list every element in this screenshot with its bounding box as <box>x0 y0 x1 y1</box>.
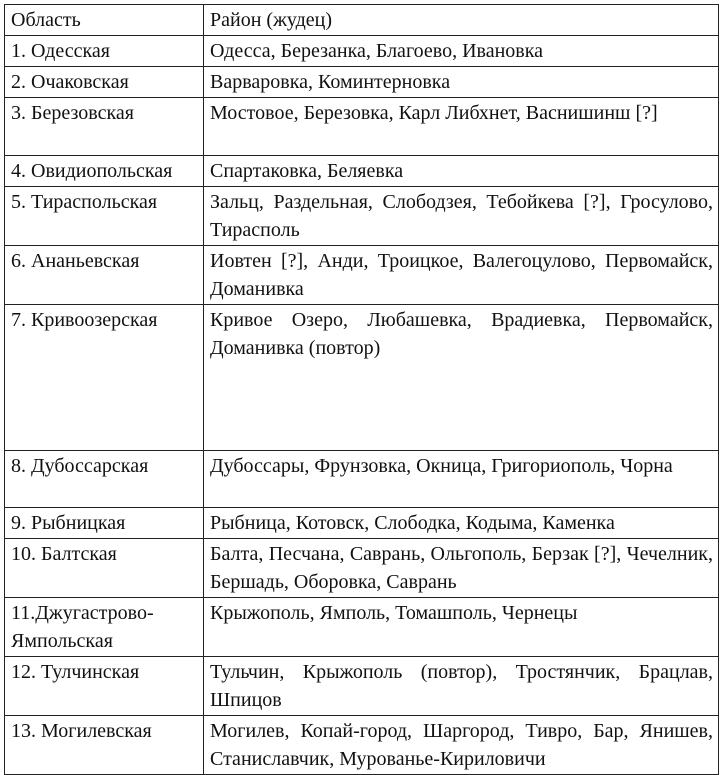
table-row <box>5 156 719 187</box>
header-row <box>5 5 719 36</box>
district-cell: Зальц, Раздельная, Слободзея, Тебойкева [?], Гросулово, Тирасполь <box>204 187 719 246</box>
region-cell: 10. Балтская <box>5 539 204 598</box>
table-row <box>5 657 719 716</box>
table-row <box>5 36 719 67</box>
table-row <box>5 716 719 775</box>
table-row <box>5 98 719 156</box>
region-cell: 12. Тулчинская <box>5 657 204 716</box>
region-cell: 4. Овидиопольская <box>5 156 204 187</box>
district-cell: Варваровка, Коминтерновка <box>204 67 719 98</box>
table-row <box>5 598 719 657</box>
district-cell: Одесса, Березанка, Благоево, Ивановка <box>204 36 719 67</box>
district-cell: Мостовое, Березовка, Карл Либхнет, Васнишинш [?] <box>204 98 719 156</box>
table-row <box>5 508 719 539</box>
region-cell: 1. Одесская <box>5 36 204 67</box>
region-cell: 3. Березовская <box>5 98 204 156</box>
header-region: Область <box>5 5 204 36</box>
district-cell: Дубоссары, Фрунзовка, Окница, Григориополь, Чорна <box>204 451 719 508</box>
region-cell: 9. Рыбницкая <box>5 508 204 539</box>
region-cell: 13. Могилевская <box>5 716 204 775</box>
region-cell: 2. Очаковская <box>5 67 204 98</box>
district-cell: Могилев, Копай-город, Шаргород, Тивро, Бар, Янишев, Станиславчик, Мурованье-Кириловичи <box>204 716 719 775</box>
header-district: Район (жудец) <box>204 5 719 36</box>
table-row <box>5 67 719 98</box>
district-cell: Рыбница, Котовск, Слободка, Кодыма, Каменка <box>204 508 719 539</box>
region-cell: 11.Джугастрово-Ямпольская <box>5 598 204 657</box>
region-cell: 6. Ананьевская <box>5 246 204 305</box>
table-row <box>5 187 719 246</box>
district-cell: Крыжополь, Ямполь, Томашполь, Чернецы <box>204 598 719 657</box>
table-row <box>5 246 719 305</box>
table-row <box>5 305 719 451</box>
district-cell: Иовтен [?], Анди, Троицкое, Валегоцулово, Первомайск, Доманивка <box>204 246 719 305</box>
regions-table <box>4 4 719 775</box>
district-cell: Тульчин, Крыжополь (повтор), Тростянчик, Брацлав, Шпицов <box>204 657 719 716</box>
region-cell: 8. Дубоссарская <box>5 451 204 508</box>
table-row <box>5 539 719 598</box>
region-cell: 5. Тираспольская <box>5 187 204 246</box>
district-cell: Балта, Песчана, Саврань, Ольгополь, Берзак [?], Чечелник, Бершадь, Оборовка, Саврань <box>204 539 719 598</box>
district-cell: Спартаковка, Беляевка <box>204 156 719 187</box>
table-row <box>5 451 719 508</box>
region-cell: 7. Кривоозерская <box>5 305 204 451</box>
district-cell: Кривое Озеро, Любашевка, Врадиевка, Первомайск, Доманивка (повтор) <box>204 305 719 451</box>
